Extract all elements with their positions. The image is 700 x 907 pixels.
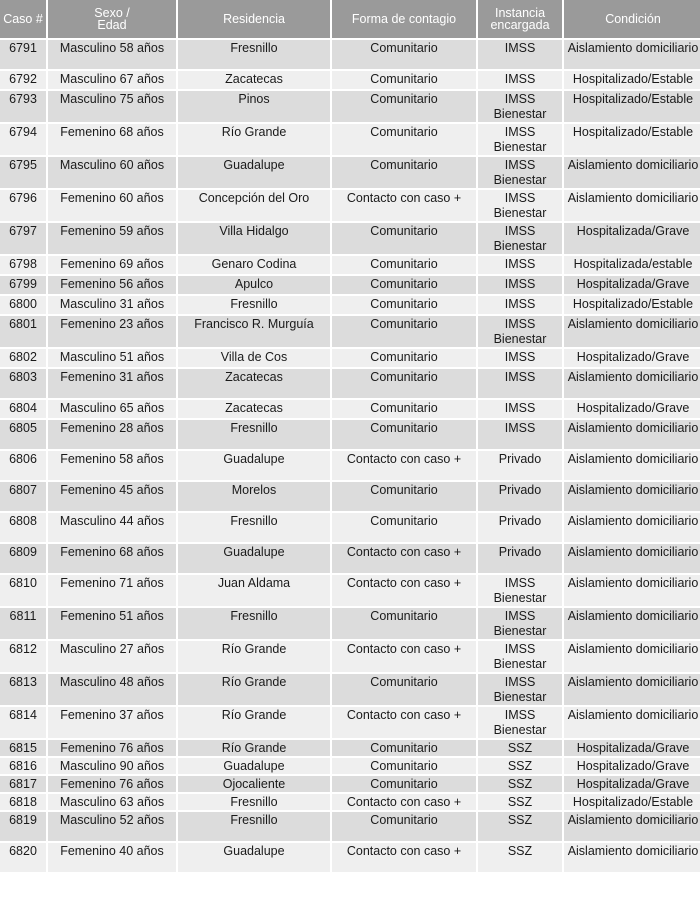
cell-caso: 6808 (0, 513, 46, 544)
cell-forma-contagio: Contacto con caso + (332, 794, 476, 812)
cell-sexo-edad: Femenino 68 años (48, 544, 176, 575)
cell-instancia: SSZ (478, 843, 562, 874)
cell-sexo-edad: Femenino 31 años (48, 369, 176, 400)
cell-residencia: Pinos (178, 91, 330, 124)
cell-forma-contagio: Comunitario (332, 349, 476, 369)
table-row (0, 71, 700, 91)
cell-forma-contagio: Contacto con caso + (332, 544, 476, 575)
cell-instancia: IMSS Bienestar (478, 190, 562, 223)
cell-condicion: Hospitalizado/Grave (564, 400, 700, 420)
cell-instancia: IMSS Bienestar (478, 608, 562, 641)
cell-condicion: Aislamiento domiciliario (564, 575, 700, 608)
cell-caso: 6815 (0, 740, 46, 758)
table-body (0, 40, 700, 874)
table-row (0, 40, 700, 71)
cell-instancia: IMSS Bienestar (478, 157, 562, 190)
cell-sexo-edad: Masculino 63 años (48, 794, 176, 812)
cell-condicion: Hospitalizada/Grave (564, 276, 700, 296)
cell-caso: 6801 (0, 316, 46, 349)
cell-residencia: Zacatecas (178, 369, 330, 400)
cell-caso: 6810 (0, 575, 46, 608)
cell-residencia: Zacatecas (178, 71, 330, 91)
cell-residencia: Guadalupe (178, 451, 330, 482)
cell-condicion: Aislamiento domiciliario (564, 369, 700, 400)
cell-sexo-edad: Femenino 51 años (48, 608, 176, 641)
cell-instancia: SSZ (478, 740, 562, 758)
cell-condicion: Hospitalizada/estable (564, 256, 700, 276)
cell-forma-contagio: Contacto con caso + (332, 843, 476, 874)
cell-instancia: Privado (478, 482, 562, 513)
cell-sexo-edad: Femenino 45 años (48, 482, 176, 513)
cell-forma-contagio: Comunitario (332, 157, 476, 190)
cell-caso: 6814 (0, 707, 46, 740)
cell-condicion: Aislamiento domiciliario (564, 40, 700, 71)
header-residencia: Residencia (178, 0, 330, 40)
cell-condicion: Hospitalizado/Grave (564, 349, 700, 369)
cell-residencia: Fresnillo (178, 513, 330, 544)
cell-sexo-edad: Femenino 56 años (48, 276, 176, 296)
cell-caso: 6796 (0, 190, 46, 223)
cell-residencia: Guadalupe (178, 843, 330, 874)
table-row (0, 420, 700, 451)
table-row (0, 544, 700, 575)
cell-caso: 6819 (0, 812, 46, 843)
cell-forma-contagio: Comunitario (332, 674, 476, 707)
cell-forma-contagio: Comunitario (332, 740, 476, 758)
cell-caso: 6820 (0, 843, 46, 874)
cell-instancia: IMSS (478, 349, 562, 369)
cell-caso: 6803 (0, 369, 46, 400)
cell-caso: 6812 (0, 641, 46, 674)
cell-sexo-edad: Femenino 76 años (48, 776, 176, 794)
table-row (0, 641, 700, 674)
cell-caso: 6816 (0, 758, 46, 776)
table-row (0, 316, 700, 349)
cell-forma-contagio: Contacto con caso + (332, 707, 476, 740)
cell-condicion: Hospitalizada/Grave (564, 776, 700, 794)
table-row (0, 157, 700, 190)
cell-instancia: IMSS (478, 40, 562, 71)
header-caso: Caso # (0, 0, 46, 40)
cell-forma-contagio: Comunitario (332, 71, 476, 91)
cell-forma-contagio: Comunitario (332, 482, 476, 513)
cell-sexo-edad: Masculino 51 años (48, 349, 176, 369)
cell-residencia: Morelos (178, 482, 330, 513)
cell-caso: 6813 (0, 674, 46, 707)
table-row (0, 513, 700, 544)
cell-sexo-edad: Masculino 31 años (48, 296, 176, 316)
table-row (0, 740, 700, 758)
cell-condicion: Aislamiento domiciliario (564, 843, 700, 874)
cell-forma-contagio: Comunitario (332, 223, 476, 256)
cell-caso: 6794 (0, 124, 46, 157)
cell-residencia: Genaro Codina (178, 256, 330, 276)
cell-condicion: Hospitalizada/Grave (564, 740, 700, 758)
cell-sexo-edad: Femenino 40 años (48, 843, 176, 874)
table-row (0, 812, 700, 843)
cell-sexo-edad: Masculino 90 años (48, 758, 176, 776)
cell-forma-contagio: Contacto con caso + (332, 190, 476, 223)
cell-sexo-edad: Femenino 28 años (48, 420, 176, 451)
table-row (0, 349, 700, 369)
cell-instancia: IMSS Bienestar (478, 707, 562, 740)
cell-caso: 6799 (0, 276, 46, 296)
cell-caso: 6791 (0, 40, 46, 71)
table-row (0, 276, 700, 296)
cell-condicion: Aislamiento domiciliario (564, 641, 700, 674)
cell-caso: 6795 (0, 157, 46, 190)
cell-caso: 6792 (0, 71, 46, 91)
cell-condicion: Aislamiento domiciliario (564, 544, 700, 575)
cell-sexo-edad: Femenino 69 años (48, 256, 176, 276)
cell-residencia: Guadalupe (178, 544, 330, 575)
cell-forma-contagio: Comunitario (332, 40, 476, 71)
cell-sexo-edad: Femenino 60 años (48, 190, 176, 223)
cell-condicion: Aislamiento domiciliario (564, 608, 700, 641)
cell-forma-contagio: Comunitario (332, 420, 476, 451)
table-row (0, 369, 700, 400)
cell-forma-contagio: Comunitario (332, 316, 476, 349)
cell-caso: 6807 (0, 482, 46, 513)
cell-forma-contagio: Comunitario (332, 400, 476, 420)
cell-instancia: IMSS Bienestar (478, 91, 562, 124)
table-row (0, 794, 700, 812)
cell-caso: 6817 (0, 776, 46, 794)
cell-forma-contagio: Contacto con caso + (332, 641, 476, 674)
cell-forma-contagio: Comunitario (332, 513, 476, 544)
cell-condicion: Hospitalizado/Grave (564, 758, 700, 776)
cell-caso: 6818 (0, 794, 46, 812)
cell-forma-contagio: Comunitario (332, 256, 476, 276)
cell-sexo-edad: Femenino 58 años (48, 451, 176, 482)
cell-instancia: IMSS (478, 296, 562, 316)
cell-residencia: Guadalupe (178, 157, 330, 190)
cell-condicion: Hospitalizada/Grave (564, 223, 700, 256)
table-row (0, 256, 700, 276)
cell-instancia: IMSS Bienestar (478, 316, 562, 349)
cell-sexo-edad: Masculino 48 años (48, 674, 176, 707)
cell-sexo-edad: Femenino 23 años (48, 316, 176, 349)
cell-sexo-edad: Femenino 37 años (48, 707, 176, 740)
cell-condicion: Hospitalizado/Estable (564, 71, 700, 91)
cell-residencia: Río Grande (178, 674, 330, 707)
header-sexo-edad: Sexo / Edad (48, 0, 176, 40)
cell-residencia: Fresnillo (178, 296, 330, 316)
cell-residencia: Río Grande (178, 124, 330, 157)
cell-sexo-edad: Masculino 58 años (48, 40, 176, 71)
header-instancia: Instancia encargada (478, 0, 562, 40)
cell-forma-contagio: Contacto con caso + (332, 451, 476, 482)
table-row (0, 451, 700, 482)
cell-condicion: Aislamiento domiciliario (564, 513, 700, 544)
cell-condicion: Aislamiento domiciliario (564, 674, 700, 707)
cell-condicion: Aislamiento domiciliario (564, 316, 700, 349)
cell-caso: 6811 (0, 608, 46, 641)
cell-forma-contagio: Contacto con caso + (332, 575, 476, 608)
cell-sexo-edad: Masculino 52 años (48, 812, 176, 843)
cell-residencia: Fresnillo (178, 794, 330, 812)
cell-residencia: Villa de Cos (178, 349, 330, 369)
cell-sexo-edad: Masculino 75 años (48, 91, 176, 124)
cell-instancia: IMSS (478, 420, 562, 451)
table-row (0, 674, 700, 707)
cell-instancia: IMSS (478, 369, 562, 400)
cell-condicion: Aislamiento domiciliario (564, 190, 700, 223)
cell-condicion: Aislamiento domiciliario (564, 157, 700, 190)
cell-caso: 6798 (0, 256, 46, 276)
table-row (0, 608, 700, 641)
cell-residencia: Francisco R. Murguía (178, 316, 330, 349)
cell-condicion: Hospitalizado/Estable (564, 296, 700, 316)
cell-sexo-edad: Masculino 67 años (48, 71, 176, 91)
cell-instancia: SSZ (478, 794, 562, 812)
table-row (0, 91, 700, 124)
cell-forma-contagio: Comunitario (332, 91, 476, 124)
cell-residencia: Concepción del Oro (178, 190, 330, 223)
header-forma-contagio: Forma de contagio (332, 0, 476, 40)
cell-instancia: IMSS (478, 276, 562, 296)
table-row (0, 482, 700, 513)
cell-condicion: Aislamiento domiciliario (564, 812, 700, 843)
cell-caso: 6800 (0, 296, 46, 316)
cell-residencia: Río Grande (178, 641, 330, 674)
cell-instancia: IMSS Bienestar (478, 641, 562, 674)
cell-sexo-edad: Femenino 59 años (48, 223, 176, 256)
cell-condicion: Hospitalizado/Estable (564, 124, 700, 157)
cell-instancia: IMSS (478, 71, 562, 91)
cell-residencia: Fresnillo (178, 420, 330, 451)
cell-sexo-edad: Femenino 68 años (48, 124, 176, 157)
cell-instancia: IMSS Bienestar (478, 223, 562, 256)
cell-instancia: Privado (478, 544, 562, 575)
cell-residencia: Fresnillo (178, 812, 330, 843)
cell-instancia: Privado (478, 451, 562, 482)
cell-instancia: SSZ (478, 758, 562, 776)
cell-instancia: Privado (478, 513, 562, 544)
cell-condicion: Hospitalizado/Estable (564, 794, 700, 812)
table-row (0, 223, 700, 256)
cell-caso: 6806 (0, 451, 46, 482)
cell-instancia: IMSS Bienestar (478, 575, 562, 608)
table-row (0, 575, 700, 608)
cell-sexo-edad: Femenino 71 años (48, 575, 176, 608)
cell-residencia: Fresnillo (178, 608, 330, 641)
cell-forma-contagio: Comunitario (332, 812, 476, 843)
cell-forma-contagio: Comunitario (332, 124, 476, 157)
cell-residencia: Fresnillo (178, 40, 330, 71)
table-row (0, 843, 700, 874)
cell-caso: 6802 (0, 349, 46, 369)
cell-caso: 6809 (0, 544, 46, 575)
table-row (0, 758, 700, 776)
table-row (0, 400, 700, 420)
cell-residencia: Río Grande (178, 707, 330, 740)
cell-sexo-edad: Masculino 44 años (48, 513, 176, 544)
cell-forma-contagio: Comunitario (332, 369, 476, 400)
cell-forma-contagio: Comunitario (332, 296, 476, 316)
cell-condicion: Aislamiento domiciliario (564, 707, 700, 740)
header-row (0, 0, 700, 40)
header-condicion: Condición (564, 0, 700, 40)
cell-sexo-edad: Masculino 60 años (48, 157, 176, 190)
cell-condicion: Hospitalizado/Estable (564, 91, 700, 124)
cell-forma-contagio: Comunitario (332, 758, 476, 776)
cell-forma-contagio: Comunitario (332, 776, 476, 794)
cell-sexo-edad: Masculino 65 años (48, 400, 176, 420)
cell-condicion: Aislamiento domiciliario (564, 420, 700, 451)
cell-forma-contagio: Comunitario (332, 276, 476, 296)
cell-condicion: Aislamiento domiciliario (564, 451, 700, 482)
cell-instancia: IMSS (478, 256, 562, 276)
table-row (0, 707, 700, 740)
table-row (0, 776, 700, 794)
cell-residencia: Juan Aldama (178, 575, 330, 608)
cell-forma-contagio: Comunitario (332, 608, 476, 641)
table-row (0, 296, 700, 316)
cell-caso: 6797 (0, 223, 46, 256)
table-row (0, 124, 700, 157)
cell-residencia: Apulco (178, 276, 330, 296)
cell-instancia: SSZ (478, 776, 562, 794)
cell-residencia: Villa Hidalgo (178, 223, 330, 256)
cell-residencia: Guadalupe (178, 758, 330, 776)
cell-instancia: IMSS (478, 400, 562, 420)
cell-condicion: Aislamiento domiciliario (564, 482, 700, 513)
cell-residencia: Río Grande (178, 740, 330, 758)
cell-caso: 6793 (0, 91, 46, 124)
cell-residencia: Ojocaliente (178, 776, 330, 794)
cell-caso: 6804 (0, 400, 46, 420)
cell-caso: 6805 (0, 420, 46, 451)
cell-sexo-edad: Femenino 76 años (48, 740, 176, 758)
cell-instancia: IMSS Bienestar (478, 124, 562, 157)
cell-instancia: IMSS Bienestar (478, 674, 562, 707)
cell-instancia: SSZ (478, 812, 562, 843)
cell-residencia: Zacatecas (178, 400, 330, 420)
cell-sexo-edad: Masculino 27 años (48, 641, 176, 674)
table-row (0, 190, 700, 223)
